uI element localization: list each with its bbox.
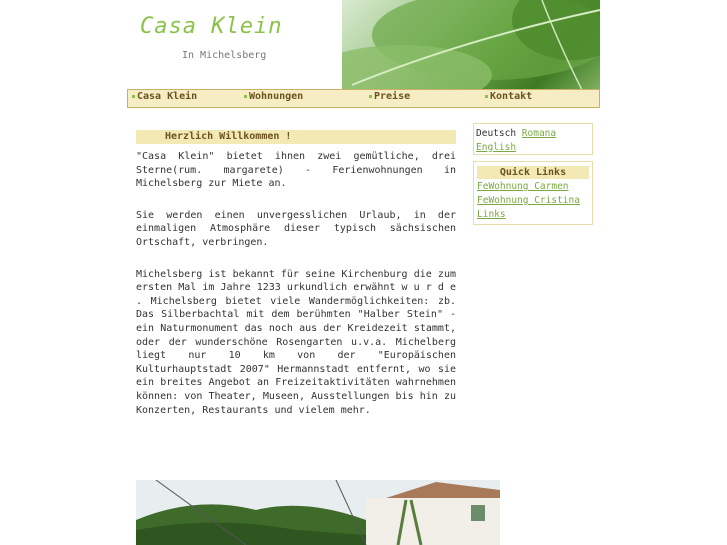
main-navigation: [127, 89, 600, 108]
nav-label: Kontakt: [490, 91, 533, 102]
nav-casa-klein[interactable]: [132, 91, 197, 102]
quick-link-cristina[interactable]: FeWohnung Cristina: [477, 195, 580, 206]
language-selector: [473, 123, 593, 155]
nav-label: Preise: [374, 91, 411, 102]
nav-kontakt[interactable]: [485, 91, 532, 102]
quick-links-title: Quick Links: [477, 166, 589, 179]
quick-link-carmen[interactable]: FeWohnung Carmen: [477, 181, 569, 192]
leaf-banner-image: [342, 0, 600, 90]
language-current: Deutsch: [476, 128, 517, 139]
site-title: Casa Klein: [140, 14, 283, 39]
nav-preise[interactable]: [369, 91, 410, 102]
bullet-icon: [485, 95, 488, 98]
nav-wohnungen[interactable]: [244, 91, 303, 102]
welcome-heading: Herzlich Willkommen !: [136, 130, 456, 144]
intro-paragraph: "Casa Klein" bietet ihnen zwei gemütliche, drei Sterne(rum. margarete) - Ferienwohnungen in Michelsberg zur Miete an.: [136, 151, 456, 190]
bullet-icon: [132, 95, 135, 98]
language-link-english[interactable]: English: [476, 141, 517, 153]
nav-label: Wohnungen: [249, 91, 304, 102]
language-link-romana[interactable]: Romana: [521, 128, 557, 139]
holiday-paragraph: Sie werden einen unvergesslichen Urlaub, in der einmaligen Atmosphäre dieser typisch sächsischen Ortschaft, verbringen.: [136, 209, 456, 248]
header: [127, 0, 600, 90]
bullet-icon: [369, 95, 372, 98]
michelsberg-paragraph: Michelsberg ist bekannt für seine Kirchenburg die zum ersten Mal im Jahre 1233 urkundlich erwähnt w u r d e . Michelsberg bietet viele Wandermöglichkeiten: zb. Das Silberbachtal mit dem berühmten "Halber Stein" - ein Naturmonument das noch aus der Kreidezeit stammt, oder der wunderschöne Rosengarten u.v.a. Michelberg liegt nur 10 km von der "Europäischen Kulturhauptstadt 2007" Hermannstadt entfernt, wo sie ein breites Angebot an Freizeitaktivitäten wahrnehmen können: von Theater, Museen, Ausstellungen bis hin zu Konzerten, Restaurants und vielem mehr.: [136, 268, 456, 416]
quick-links-box: [473, 161, 593, 225]
nav-label: Casa Klein: [137, 91, 198, 102]
main-content: [136, 130, 456, 417]
bullet-icon: [244, 95, 247, 98]
house-photo: [136, 480, 500, 545]
site-subtitle: In Michelsberg: [182, 50, 267, 61]
quick-link-links[interactable]: Links: [477, 209, 506, 220]
